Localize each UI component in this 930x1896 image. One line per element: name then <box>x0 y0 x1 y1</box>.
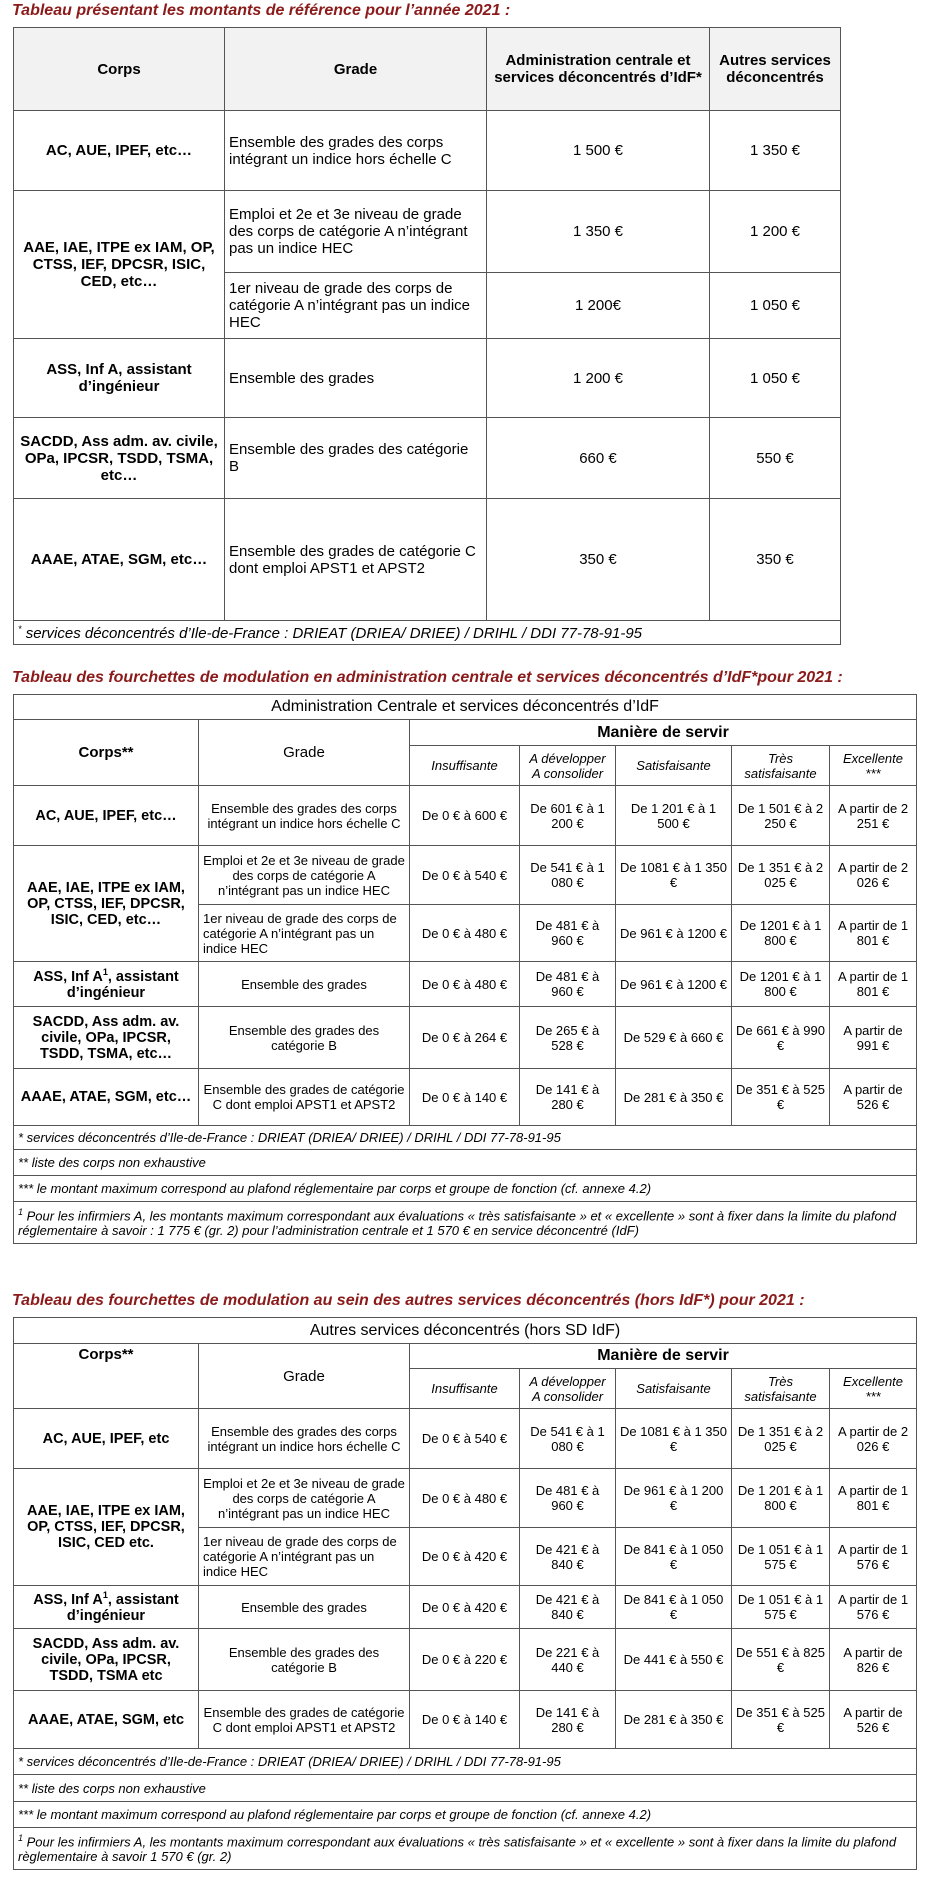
modulation-autres-table <box>13 1317 917 1870</box>
grade-cell: Emploi et 2e et 3e niveau de grade des corps de catégorie A n’intégrant pas un indice HEC <box>199 1469 410 1528</box>
table-row <box>14 1691 917 1749</box>
corps-cell: AAE, IAE, ITPE ex IAM, OP, CTSS, IEF, DPCSR, ISIC, CED etc. <box>14 1469 199 1586</box>
amount-autres: 1 050 € <box>710 339 841 418</box>
header-corps: Corps** <box>14 720 199 786</box>
header-excellente: Excellente *** <box>830 1369 917 1409</box>
header-grade: Grade <box>199 720 410 786</box>
header-admin-centrale: Administration centrale et services déconcentrés d’IdF* <box>487 28 710 111</box>
range-tres-satisfaisante: De 1 351 € à 2 025 € <box>732 846 830 905</box>
grade-cell: Ensemble des grades des catégorie B <box>199 1629 410 1691</box>
range-tres-satisfaisante: De 1 351 € à 2 025 € <box>732 1409 830 1469</box>
range-tres-satisfaisante: De 351 € à 525 € <box>732 1691 830 1749</box>
amount-autres: 1 050 € <box>710 273 841 339</box>
table-row <box>14 339 841 418</box>
grade-cell: Ensemble des grades des corps intégrant un indice hors échelle C <box>225 111 487 191</box>
amount-admin: 1 200€ <box>487 273 710 339</box>
corps-cell: SACDD, Ass adm. av. civile, OPa, IPCSR, TSDD, TSMA etc <box>14 1629 199 1691</box>
section2-title: Tableau des fourchettes de modulation en administration centrale et services déconcentrés d’IdF*pour 2021 : <box>12 669 843 686</box>
table-row <box>14 962 917 1007</box>
table-row <box>14 1409 917 1469</box>
range-excellente: A partir de 526 € <box>830 1691 917 1749</box>
range-insuffisante: De 0 € à 220 € <box>410 1629 520 1691</box>
corps-cell: AAE, IAE, ITPE ex IAM, OP, CTSS, IEF, DPCSR, ISIC, CED, etc… <box>14 191 225 339</box>
header-excellente: Excellente *** <box>830 746 917 786</box>
header-corps: Corps** <box>14 1344 199 1409</box>
range-a-developper: De 481 € à 960 € <box>520 1469 616 1528</box>
corps-cell: AAAE, ATAE, SGM, etc <box>14 1691 199 1749</box>
header-insuffisante: Insuffisante <box>410 1369 520 1409</box>
amount-autres: 1 200 € <box>710 191 841 273</box>
range-excellente: A partir de 1 576 € <box>830 1528 917 1586</box>
range-a-developper: De 141 € à 280 € <box>520 1069 616 1126</box>
range-a-developper: De 221 € à 440 € <box>520 1629 616 1691</box>
header-autres-services: Autres services déconcentrés <box>710 28 841 111</box>
range-satisfaisante: De 961 € à 1200 € <box>616 962 732 1007</box>
table-row <box>14 191 841 273</box>
range-a-developper: De 421 € à 840 € <box>520 1528 616 1586</box>
modulation-idf-table <box>13 694 917 1244</box>
range-excellente: A partir de 1 801 € <box>830 1469 917 1528</box>
amount-autres: 550 € <box>710 418 841 499</box>
grade-cell: Ensemble des grades des corps intégrant un indice hors échelle C <box>199 1409 410 1469</box>
header-insuffisante: Insuffisante <box>410 746 520 786</box>
corps-cell: AC, AUE, IPEF, etc <box>14 1409 199 1469</box>
range-tres-satisfaisante: De 1201 € à 1 800 € <box>732 962 830 1007</box>
grade-cell: Ensemble des grades <box>225 339 487 418</box>
range-insuffisante: De 0 € à 264 € <box>410 1007 520 1069</box>
footnote: ** liste des corps non exhaustive <box>14 1775 917 1802</box>
range-a-developper: De 481 € à 960 € <box>520 962 616 1007</box>
footnote: $^1$ Pour les infirmiers A, les montants maximum correspondant aux évaluations « très satisfaisante » et « excellente » sont à fixer dans la limite du plafond règlementaire à savoir 1 570 € (gr. 2) <box>14 1828 917 1870</box>
table-row <box>14 1007 917 1069</box>
grade-cell: Ensemble des grades de catégorie C dont emploi APST1 et APST2 <box>199 1691 410 1749</box>
corps-cell: AC, AUE, IPEF, etc… <box>14 111 225 191</box>
range-a-developper: De 541 € à 1 080 € <box>520 1409 616 1469</box>
range-tres-satisfaisante: De 661 € à 990 € <box>732 1007 830 1069</box>
corps-cell: SACDD, Ass adm. av. civile, OPa, IPCSR, TSDD, TSMA, etc… <box>14 418 225 499</box>
header-corps: Corps <box>14 28 225 111</box>
range-insuffisante: De 0 € à 540 € <box>410 846 520 905</box>
corps-cell: ASS, Inf $A^1$, assistant d’ingénieur <box>14 962 199 1007</box>
range-insuffisante: De 0 € à 420 € <box>410 1586 520 1629</box>
range-a-developper: De 421 € à 840 € <box>520 1586 616 1629</box>
range-excellente: A partir de 826 € <box>830 1629 917 1691</box>
range-satisfaisante: De 441 € à 550 € <box>616 1629 732 1691</box>
range-tres-satisfaisante: De 1 501 € à 2 250 € <box>732 786 830 846</box>
range-satisfaisante: De 1 201 € à 1 500 € <box>616 786 732 846</box>
range-satisfaisante: De 281 € à 350 € <box>616 1069 732 1126</box>
header-a-developper: A développer A consolider <box>520 1369 616 1409</box>
range-satisfaisante: De 841 € à 1 050 € <box>616 1528 732 1586</box>
range-tres-satisfaisante: De 1 201 € à 1 800 € <box>732 1469 830 1528</box>
range-tres-satisfaisante: De 1 051 € à 1 575 € <box>732 1528 830 1586</box>
grade-cell: 1er niveau de grade des corps de catégorie A n’intégrant pas un indice HEC <box>199 905 410 962</box>
range-a-developper: De 265 € à 528 € <box>520 1007 616 1069</box>
header-a-developper: A développer A consolider <box>520 746 616 786</box>
header-tres-satisfaisante: Très satisfaisante <box>732 1369 830 1409</box>
footnote: * services déconcentrés d’Ile-de-France : DRIEAT (DRIEA/ DRIEE) / DRIHL / DDI 77-78-91-95 <box>14 1126 917 1150</box>
corps-cell: SACDD, Ass adm. av. civile, OPa, IPCSR, TSDD, TSMA, etc… <box>14 1007 199 1069</box>
grade-cell: Ensemble des grades des catégorie B <box>225 418 487 499</box>
range-a-developper: De 541 € à 1 080 € <box>520 846 616 905</box>
grade-cell: Ensemble des grades des corps intégrant un indice hors échelle C <box>199 786 410 846</box>
header-tres-satisfaisante: Très satisfaisante <box>732 746 830 786</box>
range-satisfaisante: De 961 € à 1200 € <box>616 905 732 962</box>
range-excellente: A partir de 526 € <box>830 1069 917 1126</box>
section1-title: Tableau présentant les montants de référence pour l’année 2021 : <box>12 2 511 19</box>
range-satisfaisante: De 529 € à 660 € <box>616 1007 732 1069</box>
reference-amounts-table <box>13 27 841 645</box>
footnote: ** liste des corps non exhaustive <box>14 1150 917 1176</box>
corps-cell: AAAE, ATAE, SGM, etc… <box>14 1069 199 1126</box>
range-satisfaisante: De 1081 € à 1 350 € <box>616 1409 732 1469</box>
range-excellente: A partir de 991 € <box>830 1007 917 1069</box>
grade-cell: Ensemble des grades de catégorie C dont emploi APST1 et APST2 <box>225 499 487 621</box>
header-satisfaisante: Satisfaisante <box>616 746 732 786</box>
table-title: Autres services déconcentrés (hors SD IdF) <box>14 1318 917 1344</box>
range-tres-satisfaisante: De 1201 € à 1 800 € <box>732 905 830 962</box>
range-insuffisante: De 0 € à 480 € <box>410 962 520 1007</box>
header-maniere: Manière de servir <box>410 720 917 746</box>
header-grade: Grade <box>199 1344 410 1409</box>
table-row <box>14 111 841 191</box>
table-row <box>14 786 917 846</box>
table-row <box>14 499 841 621</box>
range-insuffisante: De 0 € à 480 € <box>410 1469 520 1528</box>
table-row <box>14 1629 917 1691</box>
range-tres-satisfaisante: De 351 € à 525 € <box>732 1069 830 1126</box>
header-maniere: Manière de servir <box>410 1344 917 1369</box>
table-row <box>14 1069 917 1126</box>
range-excellente: A partir de 1 576 € <box>830 1586 917 1629</box>
amount-admin: 350 € <box>487 499 710 621</box>
range-insuffisante: De 0 € à 420 € <box>410 1528 520 1586</box>
range-excellente: A partir de 1 801 € <box>830 905 917 962</box>
footnote: * services déconcentrés d’Ile-de-France : DRIEAT (DRIEA/ DRIEE) / DRIHL / DDI 77-78-91-95 <box>14 1749 917 1775</box>
footnote: *** le montant maximum correspond au plafond réglementaire par corps et groupe de fonction (cf. annexe 4.2) <box>14 1802 917 1828</box>
corps-cell: ASS, Inf $A^1$, assistant d’ingénieur <box>14 1586 199 1629</box>
footnote: $^1$ Pour les infirmiers A, les montants maximum correspondant aux évaluations « très satisfaisante » et « excellente » sont à fixer dans la limite du plafond réglementaire à savoir : 1 775 € (gr. 2) pour l’administration centrale et 1 570 € en service déconcentré (IdF) <box>14 1202 917 1244</box>
range-tres-satisfaisante: De 1 051 € à 1 575 € <box>732 1586 830 1629</box>
corps-cell: ASS, Inf A, assistant d’ingénieur <box>14 339 225 418</box>
range-excellente: A partir de 1 801 € <box>830 962 917 1007</box>
corps-cell: AAAE, ATAE, SGM, etc… <box>14 499 225 621</box>
amount-admin: 1 500 € <box>487 111 710 191</box>
table-row <box>14 846 917 905</box>
range-insuffisante: De 0 € à 540 € <box>410 1409 520 1469</box>
range-excellente: A partir de 2 251 € <box>830 786 917 846</box>
range-a-developper: De 481 € à 960 € <box>520 905 616 962</box>
amount-admin: 1 350 € <box>487 191 710 273</box>
grade-cell: Ensemble des grades <box>199 962 410 1007</box>
grade-cell: 1er niveau de grade des corps de catégorie A n’intégrant pas un indice HEC <box>199 1528 410 1586</box>
table-row <box>14 1469 917 1528</box>
corps-cell: AC, AUE, IPEF, etc… <box>14 786 199 846</box>
range-excellente: A partir de 2 026 € <box>830 1409 917 1469</box>
range-satisfaisante: De 281 € à 350 € <box>616 1691 732 1749</box>
range-tres-satisfaisante: De 551 € à 825 € <box>732 1629 830 1691</box>
range-insuffisante: De 0 € à 140 € <box>410 1691 520 1749</box>
amount-autres: 1 350 € <box>710 111 841 191</box>
range-a-developper: De 141 € à 280 € <box>520 1691 616 1749</box>
amount-admin: 660 € <box>487 418 710 499</box>
corps-cell: AAE, IAE, ITPE ex IAM, OP, CTSS, IEF, DPCSR, ISIC, CED, etc… <box>14 846 199 962</box>
footnote: * services déconcentrés d’Ile-de-France : DRIEAT (DRIEA/ DRIEE) / DRIHL / DDI 77-78-91-95 <box>14 621 841 645</box>
amount-admin: 1 200 € <box>487 339 710 418</box>
range-satisfaisante: De 841 € à 1 050 € <box>616 1586 732 1629</box>
range-insuffisante: De 0 € à 480 € <box>410 905 520 962</box>
range-insuffisante: De 0 € à 600 € <box>410 786 520 846</box>
range-a-developper: De 601 € à 1 200 € <box>520 786 616 846</box>
footnote: *** le montant maximum correspond au plafond réglementaire par corps et groupe de fonction (cf. annexe 4.2) <box>14 1176 917 1202</box>
table-row <box>14 1586 917 1629</box>
grade-cell: Ensemble des grades <box>199 1586 410 1629</box>
grade-cell: Emploi et 2e et 3e niveau de grade des corps de catégorie A n’intégrant pas un indice HEC <box>199 846 410 905</box>
header-satisfaisante: Satisfaisante <box>616 1369 732 1409</box>
grade-cell: Emploi et 2e et 3e niveau de grade des corps de catégorie A n’intégrant pas un indice HEC <box>225 191 487 273</box>
grade-cell: Ensemble des grades des catégorie B <box>199 1007 410 1069</box>
grade-cell: 1er niveau de grade des corps de catégorie A n’intégrant pas un indice HEC <box>225 273 487 339</box>
range-insuffisante: De 0 € à 140 € <box>410 1069 520 1126</box>
amount-autres: 350 € <box>710 499 841 621</box>
grade-cell: Ensemble des grades de catégorie C dont emploi APST1 et APST2 <box>199 1069 410 1126</box>
range-satisfaisante: De 1081 € à 1 350 € <box>616 846 732 905</box>
range-satisfaisante: De 961 € à 1 200 € <box>616 1469 732 1528</box>
table-title: Administration Centrale et services déconcentrés d’IdF <box>14 695 917 720</box>
range-excellente: A partir de 2 026 € <box>830 846 917 905</box>
table-row <box>14 418 841 499</box>
header-grade: Grade <box>225 28 487 111</box>
section3-title: Tableau des fourchettes de modulation au sein des autres services déconcentrés (hors IdF*) pour 2021 : <box>12 1292 805 1309</box>
